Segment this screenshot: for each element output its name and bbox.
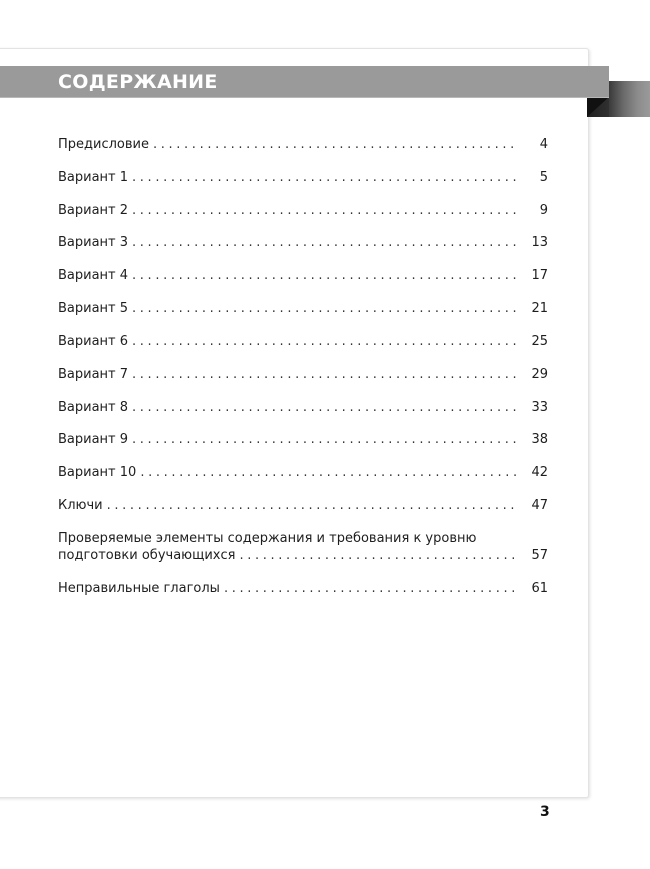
toc-entry[interactable] [58, 580, 548, 597]
toc-leader-dots [132, 267, 518, 284]
page-frame [0, 48, 589, 798]
page-number: 3 [540, 804, 550, 820]
toc-leader-dots [132, 431, 518, 448]
toc-leader-dots [140, 464, 518, 481]
toc-entry[interactable] [58, 431, 548, 448]
toc-entry-page: 47 [531, 498, 548, 513]
toc-leader-dots [132, 202, 518, 219]
toc-entry[interactable] [58, 333, 548, 350]
toc-entry-page: 57 [531, 548, 548, 563]
toc-leader-dots [132, 169, 518, 186]
toc-entry-page: 42 [531, 465, 548, 480]
toc-entry-page: 9 [539, 203, 548, 218]
toc-entry-label: Вариант 2 [58, 203, 129, 218]
toc-leader-dots [239, 547, 518, 564]
toc-entry-label: Ключи [58, 498, 103, 513]
toc-entry-page: 29 [531, 367, 548, 382]
toc-entry-label: Вариант 3 [58, 235, 129, 250]
toc-entry-page: 61 [531, 581, 548, 596]
toc-entry[interactable] [58, 497, 548, 514]
toc-entry-page: 33 [531, 400, 548, 415]
toc-entry-page: 5 [539, 170, 548, 185]
thumb-tab-fold-shadow [587, 97, 609, 117]
page-title: СОДЕРЖАНИЕ [58, 71, 218, 93]
toc-entry-label: Вариант 1 [58, 170, 129, 185]
toc-entry-label: подготовки обучающихся [58, 548, 236, 563]
toc-entry-page: 13 [531, 235, 548, 250]
toc-entry-label: Вариант 6 [58, 334, 129, 349]
toc-entry[interactable] [58, 136, 548, 153]
toc-entry[interactable] [58, 267, 548, 284]
toc-entry-page: 21 [531, 301, 548, 316]
toc-leader-dots [132, 366, 518, 383]
toc-leader-dots [153, 136, 518, 153]
toc-entry[interactable] [58, 300, 548, 317]
toc-entry-label: Вариант 4 [58, 268, 129, 283]
toc-entry[interactable] [58, 547, 548, 564]
toc-entry-page: 38 [531, 432, 548, 447]
toc-leader-dots [107, 497, 518, 514]
toc-entry-page: 17 [531, 268, 548, 283]
toc-entry-label: Вариант 9 [58, 432, 129, 447]
toc-entry[interactable] [58, 234, 548, 251]
toc-leader-dots [132, 300, 518, 317]
toc-entry-page: 25 [531, 334, 548, 349]
toc-entry-page: 4 [539, 137, 548, 152]
toc-entry-label: Вариант 8 [58, 400, 129, 415]
toc-entry[interactable] [58, 366, 548, 383]
toc-leader-dots [132, 333, 518, 350]
toc-entry-label: Вариант 7 [58, 367, 129, 382]
toc-leader-dots [132, 399, 518, 416]
thumb-tab-decoration [609, 81, 650, 117]
toc-entry-label: Предисловие [58, 137, 149, 152]
toc-entry-label-line1[interactable]: Проверяемые элементы содержания и требования к уровню [58, 531, 477, 546]
toc-leader-dots [132, 234, 518, 251]
toc-entry[interactable] [58, 169, 548, 186]
toc-entry[interactable] [58, 399, 548, 416]
toc-entry-label: Вариант 5 [58, 301, 129, 316]
toc-entry[interactable] [58, 202, 548, 219]
toc-entry[interactable] [58, 464, 548, 481]
toc-entry-label: Вариант 10 [58, 465, 137, 480]
toc-entry-label: Неправильные глаголы [58, 581, 220, 596]
toc-leader-dots [224, 580, 518, 597]
